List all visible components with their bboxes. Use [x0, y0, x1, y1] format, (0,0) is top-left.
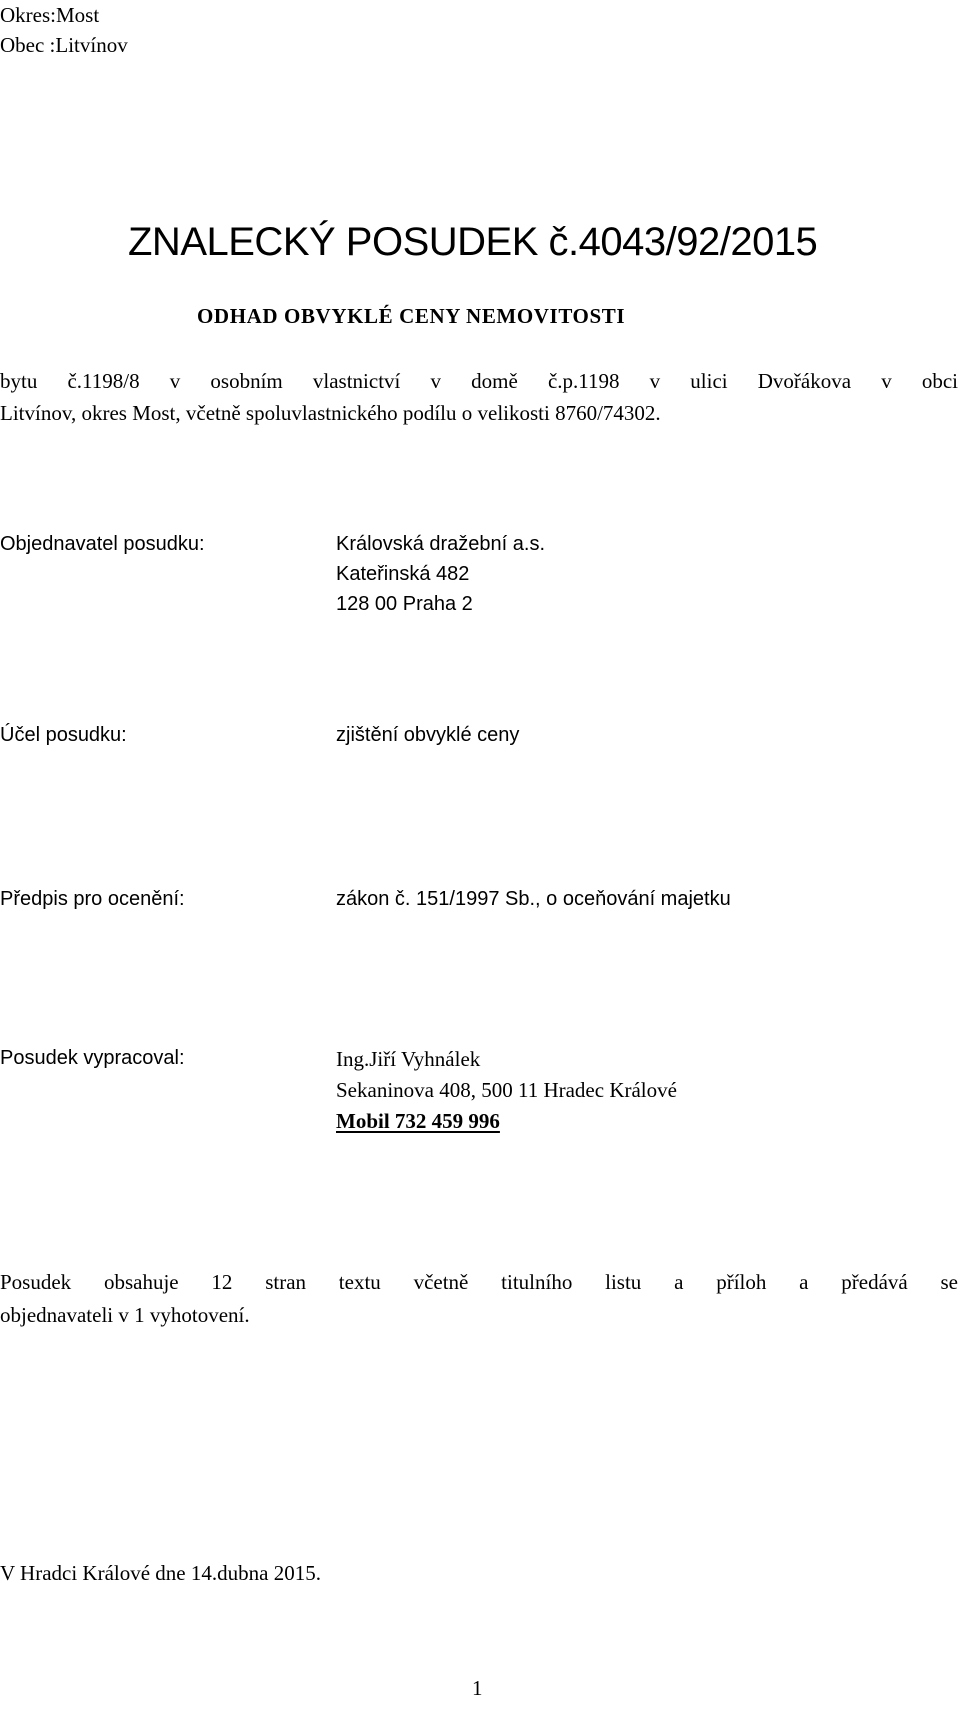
client-city: 128 00 Praha 2 — [336, 593, 473, 615]
author-address: Sekaninova 408, 500 11 Hradec Králové — [336, 1078, 677, 1102]
municipality-label: Obec :Litvínov — [0, 33, 128, 57]
property-description-line-1: bytu č.1198/8 v osobním vlastnictví v domě č.p.1198 v ulici Dvořákova v obci — [0, 369, 958, 393]
author-phone: Mobil 732 459 996 — [336, 1109, 500, 1133]
contents-note-line-2: objednavateli v 1 vyhotovení. — [0, 1303, 250, 1327]
author-label: Posudek vypracoval: — [0, 1047, 185, 1069]
contents-note-line-1: Posudek obsahuje 12 stran textu včetně titulního listu a příloh a předává se — [0, 1270, 958, 1294]
property-description-line-2: Litvínov, okres Most, včetně spoluvlastnického podílu o velikosti 8760/74302. — [0, 401, 661, 425]
district-label: Okres:Most — [0, 3, 100, 27]
client-name: Královská dražební a.s. — [336, 533, 545, 555]
purpose-label: Účel posudku: — [0, 724, 127, 746]
regulation-value: zákon č. 151/1997 Sb., o oceňování majetku — [336, 888, 731, 910]
client-label: Objednavatel posudku: — [0, 533, 205, 555]
document-subtitle: ODHAD OBVYKLÉ CENY NEMOVITOSTI — [197, 304, 626, 328]
client-block — [336, 529, 545, 619]
author-name: Ing.Jiří Vyhnálek — [336, 1047, 481, 1071]
purpose-value: zjištění obvyklé ceny — [336, 724, 520, 746]
regulation-label: Předpis pro ocenění: — [0, 888, 185, 910]
document-title: ZNALECKÝ POSUDEK č.4043/92/2015 — [128, 220, 818, 264]
client-street: Kateřinská 482 — [336, 563, 470, 585]
header-block — [0, 0, 128, 60]
place-and-date: V Hradci Králové dne 14.dubna 2015. — [0, 1561, 321, 1585]
page-number: 1 — [472, 1676, 483, 1700]
author-block — [336, 1044, 677, 1137]
